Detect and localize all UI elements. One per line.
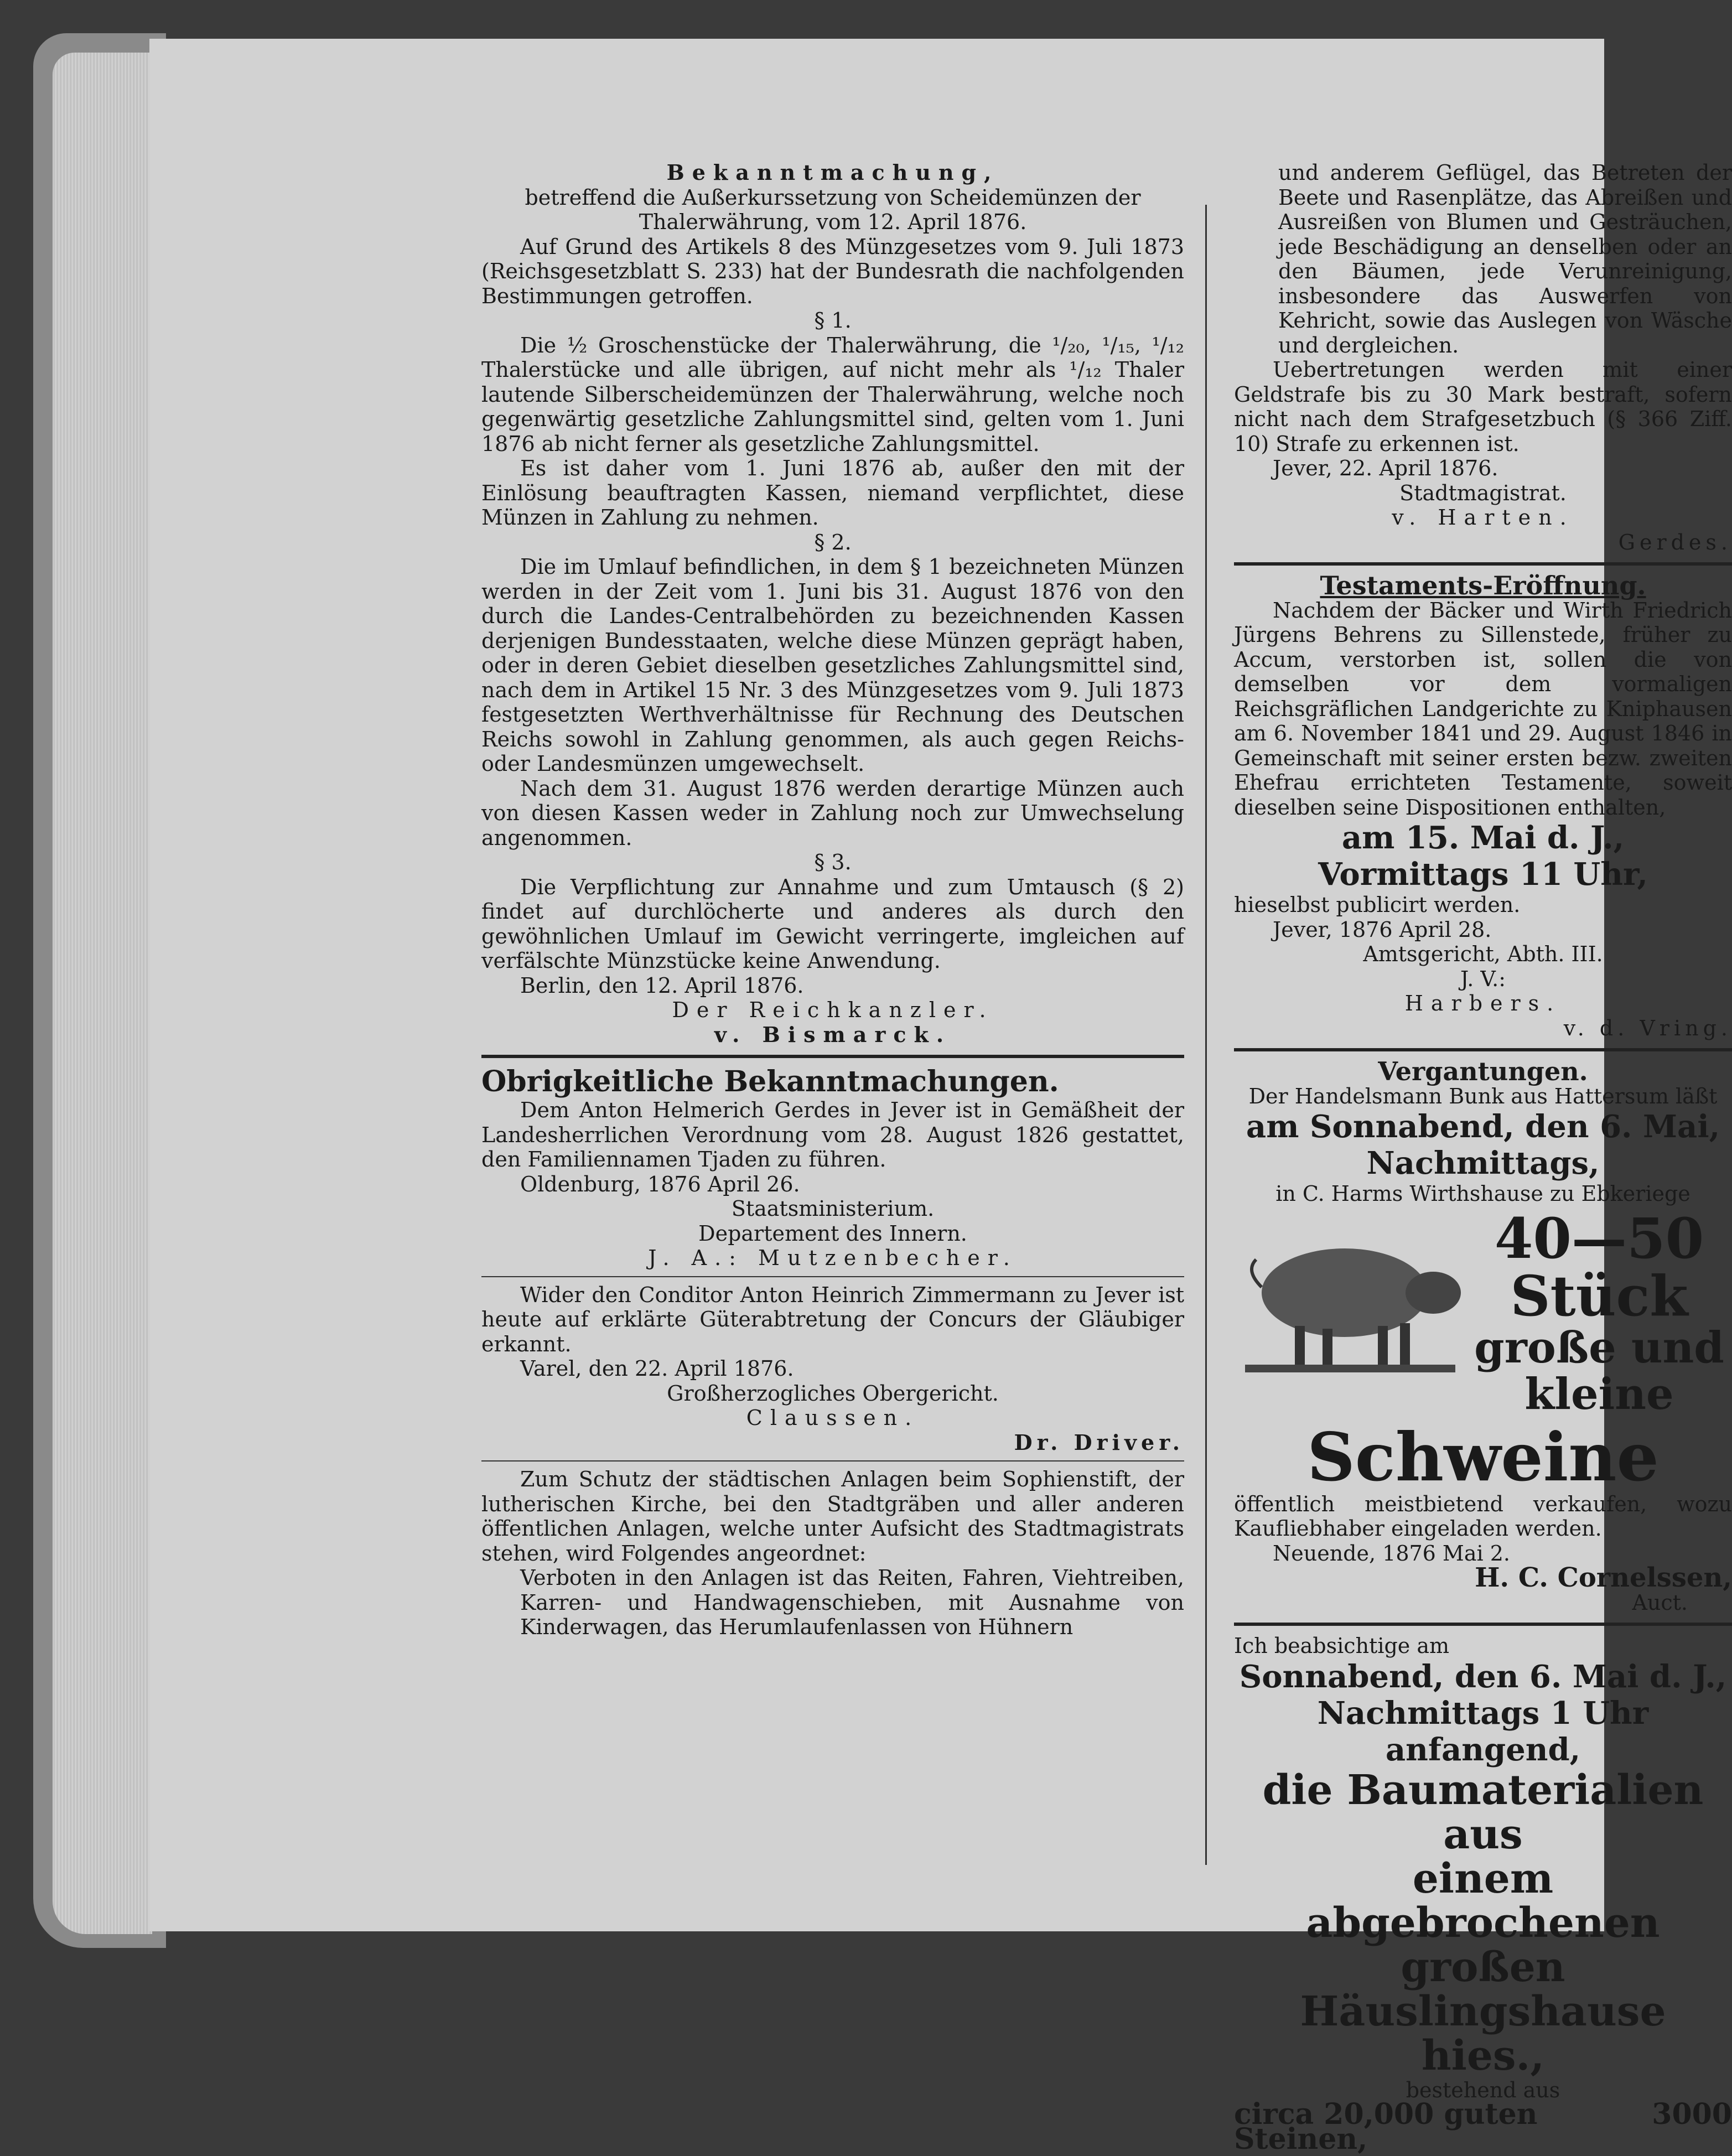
newspaper-page	[149, 39, 1732, 2156]
auction2-item3: Häuslingshause hies.,	[1300, 1987, 1666, 2080]
section-rule	[1234, 1623, 1732, 1626]
place-date: Jever, 22. April 1876.	[1273, 456, 1498, 480]
pig-leg	[1400, 1323, 1410, 1365]
auction1-signer: H. C. Cornelssen,	[1475, 1562, 1732, 1593]
para2-label: § 2.	[814, 530, 852, 554]
office: Stadtmagistrat.	[1399, 480, 1567, 505]
testament-signer: Harbers.	[1404, 991, 1562, 1015]
para2-text-b: Nach dem 31. August 1876 werden derartige Münzen auch von diesen Kassen weder in Zahlung noch zur Umwechselung angenommen.	[481, 776, 1184, 850]
para3-label: § 3.	[814, 850, 852, 874]
notice-signer-title: Der Reichkanzler.	[672, 998, 994, 1022]
pig-leg	[1295, 1326, 1305, 1365]
section2-signer: J. A.: Mutzenbecher.	[648, 1246, 1018, 1270]
section3-place: Varel, den 22. April 1876.	[520, 1356, 794, 1381]
testament-court: Amtsgericht, Abth. III.	[1363, 942, 1603, 966]
auction1-after: öffentlich meistbietend verkaufen, wozu Kaufliebhaber eingeladen werden.	[1234, 1491, 1732, 1541]
auction1-desc1: große und	[1474, 1322, 1724, 1373]
penalty-text: Uebertretungen werden mit einer Geldstrafe bis zu 30 Mark bestraft, sofern nicht nach dem Strafgesetzbuch (§ 366 Ziff. 10) Strafe zu erkennen ist.	[1234, 357, 1732, 456]
auction1-heading: Vergantungen.	[1378, 1056, 1588, 1086]
auction1-desc2: kleine	[1524, 1369, 1674, 1419]
pig-head	[1406, 1272, 1461, 1314]
auction1-text: Der Handelsmann Bunk aus Hattersum läßt	[1248, 1084, 1718, 1108]
auction2-time: Nachmittags 1 Uhr anfangend,	[1317, 1694, 1649, 1768]
section2-office1: Staatsministerium.	[731, 1196, 935, 1221]
notice-subheading: betreffend die Außerkurssetzung von Scheidemünzen der Thalerwährung, vom 12. April 1876.	[525, 185, 1141, 234]
auction1-day: am Sonnabend, den 6. Mai,	[1246, 1108, 1720, 1145]
para1-text-a: Die ½ Groschenstücke der Thalerwährung, die ¹/₂₀, ¹/₁₅, ¹/₁₂ Thalerstücke und alle übrigen, auf nicht mehr als ¹/₁₂ Thaler lautende Silberscheidemünzen der Thalerwährung, welche noch gegenwärtig gesetzliche Zahlungsmittel sind, gelten vom 1. Juni 1876 ab nicht ferner als gesetzliche Zahlungsmittel.	[481, 333, 1184, 456]
ground-line	[1245, 1365, 1455, 1372]
section4-text: Zum Schutz der städtischen Anlagen beim Sophienstift, der lutherischen Kirche, bei den Stadtgräben und aller anderen öffentlichen Anlagen, welche unter Aufsicht des Stadtmagistrats stehen, wird Folgendes angeordnet:	[481, 1467, 1184, 1566]
testament-text: Nachdem der Bäcker und Wirth Friedrich Jürgens Behrens zu Sillenstede, früher zu Accum, verstorben ist, sollen die von demselben vor dem vormaligen Reichsgräflichen Landgerichte zu Kniphausen am 6. November 1841 und 29. August 1846 in Gemeinschaft mit seiner ersten bezw. zweiten Ehefrau errichteten Testamente, soweit dieselben seine Dispositionen enthalten,	[1234, 598, 1732, 820]
auction2-item1: die Baumaterialien aus	[1262, 1766, 1704, 1858]
para3-text: Die Verpflichtung zur Annahme und zum Umtausch (§ 2) findet auf durchlöcherte und anderes als durch den gewöhnlichen Umlauf im Gewicht verringerte, imgleichen auf verfälschte Münzstücke keine Anwendung.	[481, 874, 1184, 973]
notice-place-date: Berlin, den 12. April 1876.	[520, 973, 804, 998]
section-rule	[481, 1276, 1184, 1277]
section2-heading: Obrigkeitliche Bekanntmachungen.	[481, 1065, 1059, 1098]
section-rule	[1234, 562, 1732, 566]
auction2-more: 3000	[1652, 2097, 1732, 2131]
auction2-day: Sonnabend, den 6. Mai d. J.,	[1239, 1658, 1727, 1695]
auction1-place: in C. Harms Wirthshause zu Ebkeriege	[1275, 1181, 1690, 1206]
auction1-role: Auct.	[1632, 1590, 1688, 1615]
testament-after: hieselbst publicirt werden.	[1234, 893, 1521, 917]
auction2-consisting: bestehend aus	[1406, 2077, 1560, 2102]
testament-sig2: v. d. Vring.	[1563, 1015, 1732, 1040]
auction1-place-date: Neuende, 1876 Mai 2.	[1273, 1541, 1510, 1566]
pig-tail	[1252, 1260, 1262, 1287]
para2-text-a: Die im Umlauf befindlichen, in dem § 1 bezeichneten Münzen werden in der Zeit vom 1. Juni bis 31. August 1876 von den durch die Landes-Centralbehörden zu bezeichnenden Kassen derjenigen Bundesstaaten, welche diese Münzen geprägt haben, oder in deren Gebiet dieselben gesetzliches Zahlungsmittel sind, nach dem in Artikel 15 Nr. 3 des Münzgesetzes vom 9. Juli 1873 festgesetzten Werthverhältnisse für Rechnung des Deutschen Reichs sowohl in Zahlung genommen, als auch gegen Reichs- oder Landesmünzen umgewechselt.	[481, 554, 1184, 776]
notice-signer: v. Bismarck.	[714, 1022, 952, 1047]
signer: v. Harten.	[1392, 505, 1574, 530]
para1-text-b: Es ist daher vom 1. Juni 1876 ab, außer den mit der Einlösung beauftragten Kassen, niemand verpflichtet, diese Münzen in Zahlung zu nehmen.	[481, 456, 1184, 530]
section3-text: Wider den Conditor Anton Heinrich Zimmermann zu Jever ist heute auf erklärte Güterabtretung der Concurs der Gläubiger erkannt.	[481, 1282, 1184, 1356]
para1-label: § 1.	[814, 308, 852, 333]
section2-place: Oldenburg, 1876 April 26.	[520, 1172, 800, 1196]
notice-intro: Auf Grund des Artikels 8 des Münzgesetzes vom 9. Juli 1873 (Reichsgesetzblatt S. 233) hat der Bundesrath die nachfolgenden Bestimmungen getroffen.	[481, 234, 1184, 308]
pig-advertisement	[1234, 1205, 1732, 1420]
section-rule	[481, 1055, 1184, 1058]
column-divider	[1205, 205, 1207, 1865]
auction2-item2: einem abgebrochenen großen	[1306, 1854, 1660, 1991]
sig2: Gerdes.	[1618, 530, 1732, 554]
section2-office2: Departement des Innern.	[698, 1221, 967, 1246]
left-column	[481, 160, 1184, 1640]
testament-date2: Vormittags 11 Uhr,	[1318, 856, 1648, 893]
book-page-edges	[53, 53, 152, 1934]
auction1-count: 40—50 Stück	[1494, 1205, 1704, 1329]
testament-jv: J. V.:	[1460, 966, 1506, 991]
auction1-item: Schweine	[1307, 1418, 1659, 1496]
section-rule	[481, 1460, 1184, 1461]
testament-heading: Testaments-Eröffnung.	[1320, 571, 1646, 600]
cont-text: und anderem Geflügel, das Betreten der Beete und Rasenplätze, das Abreißen und Ausreißen von Blumen und Gesträuchen, jede Beschädigung an denselben oder an den Bäumen, jede Verunreinigung, insbesondere das Auswerfen von Kehricht, sowie das Auslegen von Wäsche und dergleichen.	[1278, 160, 1732, 357]
right-column	[1234, 160, 1732, 2156]
auction2-stones: circa 20,000 guten Steinen,	[1234, 2097, 1538, 2156]
section4-rule: Verboten in den Anlagen ist das Reiten, Fahren, Viehtreiben, Karren- und Handwagenschieben, mit Ausnahme von Kinderwagen, das Herumlaufenlassen von Hühnern	[520, 1566, 1184, 1639]
pig-leg	[1378, 1326, 1388, 1365]
testament-date1: am 15. Mai d. J.,	[1341, 820, 1625, 856]
pig-leg	[1323, 1329, 1332, 1367]
testament-place: Jever, 1876 April 28.	[1273, 917, 1492, 942]
pig-illustration	[1234, 1215, 1466, 1381]
section3-office: Großherzogliches Obergericht.	[667, 1381, 999, 1406]
section-rule	[1234, 1048, 1732, 1051]
section3-signer: Claussen.	[746, 1406, 920, 1430]
auction1-time: Nachmittags,	[1366, 1145, 1600, 1181]
auction2-intro: Ich beabsichtige am	[1234, 1634, 1450, 1658]
section3-sig2: Dr. Driver.	[1014, 1429, 1184, 1455]
section2-text: Dem Anton Helmerich Gerdes in Jever ist in Gemäßheit der Landesherrlichen Verordnung vom 28. August 1826 gestattet, den Familiennamen Tjaden zu führen.	[481, 1098, 1184, 1172]
notice-heading: Bekanntmachung,	[666, 160, 999, 185]
